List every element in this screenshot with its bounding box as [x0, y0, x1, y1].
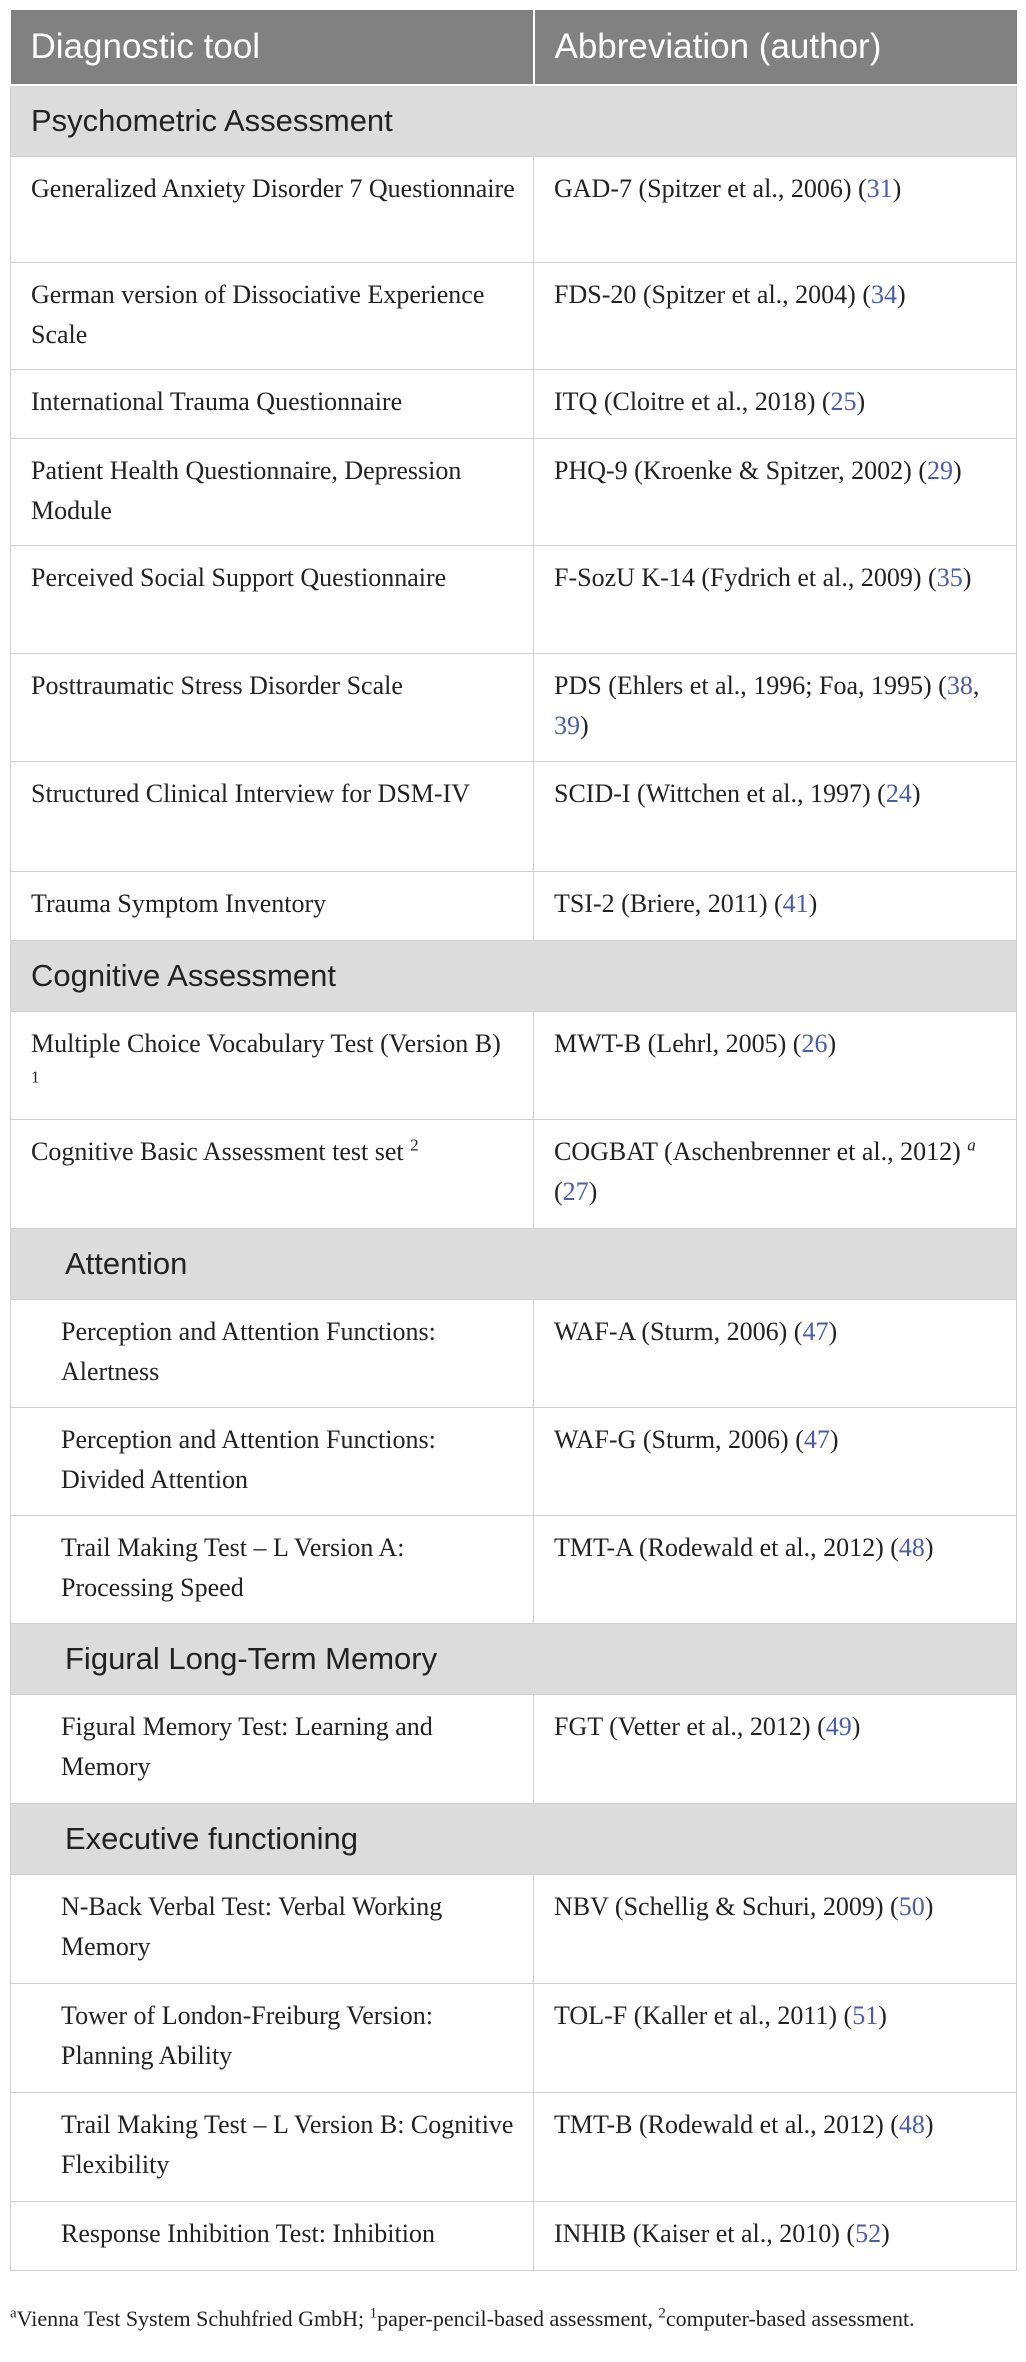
- table-row: [11, 369, 1017, 438]
- abbreviation-text: F-SozU K-14 (Fydrich et al., 2009) (: [554, 562, 937, 592]
- reference-link[interactable]: 26: [801, 1028, 828, 1058]
- footnote-text: paper-pencil-based assessment,: [377, 2306, 659, 2331]
- abbreviation-cell: [534, 2092, 1017, 2201]
- tool-cell: Response Inhibition Test: Inhibition: [11, 2201, 534, 2270]
- footnote-text: Vienna Test System Schuhfried GmbH;: [16, 2306, 370, 2331]
- section-row: [11, 1228, 1017, 1299]
- paren-close: ): [911, 778, 921, 808]
- diagnostic-tools-table-container: [10, 10, 1016, 2271]
- footnote-marker: a: [967, 1134, 976, 1154]
- reference-link[interactable]: 29: [927, 455, 953, 485]
- tool-cell: Posttraumatic Stress Disorder Scale: [11, 653, 534, 761]
- paren-close: ): [851, 1711, 861, 1741]
- table-row: [11, 156, 1017, 262]
- tool-cell: Patient Health Questionnaire, Depression Module: [11, 438, 534, 545]
- abbreviation-cell: [534, 1119, 1017, 1228]
- table-row: [11, 2201, 1017, 2270]
- abbreviation-text: INHIB (Kaiser et al., 2010) (: [554, 2218, 856, 2248]
- footnote-marker: 2: [658, 2305, 666, 2322]
- reference-link[interactable]: 39: [554, 710, 580, 740]
- table-row: [11, 1874, 1017, 1983]
- table-row: [11, 1407, 1017, 1515]
- abbreviation-cell: [534, 1011, 1017, 1119]
- table-row: [11, 262, 1017, 369]
- abbreviation-cell: [534, 369, 1017, 438]
- abbreviation-cell: [534, 653, 1017, 761]
- reference-link[interactable]: 47: [803, 1424, 830, 1454]
- paren-close: ): [962, 562, 972, 592]
- table-row: [11, 761, 1017, 871]
- abbreviation-text: FDS-20 (Spitzer et al., 2004) (: [554, 279, 872, 309]
- abbreviation-cell: [534, 1983, 1017, 2092]
- abbreviation-cell: [534, 871, 1017, 940]
- tool-cell: Trauma Symptom Inventory: [11, 871, 534, 940]
- section-row: [11, 1623, 1017, 1694]
- table-row: [11, 1694, 1017, 1803]
- paren-close: ): [892, 173, 902, 203]
- abbreviation-cell: [534, 1515, 1017, 1623]
- table-row: [11, 871, 1017, 940]
- paren-close: ): [924, 2109, 934, 2139]
- footnote-marker: 1: [31, 1066, 40, 1086]
- tool-cell: Generalized Anxiety Disorder 7 Questionnaire: [11, 156, 534, 262]
- header-diagnostic-tool: Diagnostic tool: [11, 10, 534, 85]
- abbreviation-text: WAF-A (Sturm, 2006) (: [554, 1316, 803, 1346]
- table-row: [11, 1299, 1017, 1407]
- tool-cell: Perception and Attention Functions: Divided Attention: [11, 1407, 534, 1515]
- paren-close: ): [897, 279, 906, 309]
- abbreviation-cell: [534, 1299, 1017, 1407]
- abbreviation-text: SCID-I (Wittchen et al., 1997) (: [554, 778, 886, 808]
- table-row: [11, 438, 1017, 545]
- table-footnote: [10, 2302, 1016, 2336]
- table-row: [11, 1119, 1017, 1228]
- abbreviation-cell: [534, 438, 1017, 545]
- reference-separator: ,: [972, 670, 980, 700]
- abbreviation-text: NBV (Schellig & Schuri, 2009) (: [554, 1891, 899, 1921]
- header-abbreviation: Abbreviation (author): [534, 10, 1017, 85]
- abbreviation-text: ITQ (Cloitre et al., 2018) (: [554, 386, 831, 416]
- reference-link[interactable]: 35: [936, 562, 963, 592]
- table-row: [11, 1983, 1017, 2092]
- section-executive-functioning: Executive functioning: [11, 1803, 1017, 1874]
- abbreviation-cell: [534, 1874, 1017, 1983]
- reference-link[interactable]: 38: [946, 670, 973, 700]
- reference-link[interactable]: 34: [871, 279, 898, 309]
- tool-cell: German version of Dissociative Experience Scale: [11, 262, 534, 369]
- diagnostic-tools-table: [10, 10, 1017, 2271]
- section-psychometric: Psychometric Assessment: [11, 85, 1017, 156]
- abbreviation-cell: [534, 156, 1017, 262]
- reference-link[interactable]: 49: [825, 1711, 852, 1741]
- footnote-marker: 1: [369, 2305, 378, 2322]
- paren-close: ): [580, 710, 589, 740]
- reference-link[interactable]: 52: [855, 2218, 882, 2248]
- section-figural-memory: Figural Long-Term Memory: [11, 1623, 1017, 1694]
- paren-close: ): [588, 1176, 598, 1206]
- abbreviation-text: COGBAT (Aschenbrenner et al., 2012): [554, 1136, 968, 1166]
- footnote-marker: a: [10, 2305, 17, 2322]
- tool-cell: N-Back Verbal Test: Verbal Working Memory: [11, 1874, 534, 1983]
- reference-link[interactable]: 48: [898, 1532, 925, 1562]
- paren-close: ): [808, 888, 818, 918]
- abbreviation-cell: [534, 1694, 1017, 1803]
- paren-close: ): [924, 1532, 934, 1562]
- paren-close: ): [856, 386, 866, 416]
- reference-link[interactable]: 47: [802, 1316, 829, 1346]
- tool-cell: Tower of London-Freiburg Version: Planning Ability: [11, 1983, 534, 2092]
- abbreviation-text: PDS (Ehlers et al., 1996; Foa, 1995) (: [554, 670, 947, 700]
- paren-open: (: [554, 1176, 563, 1206]
- abbreviation-text: FGT (Vetter et al., 2012) (: [554, 1711, 826, 1741]
- abbreviation-text: WAF-G (Sturm, 2006) (: [554, 1424, 804, 1454]
- tool-cell: Structured Clinical Interview for DSM-IV: [11, 761, 534, 871]
- tool-cell: Perception and Attention Functions: Alertness: [11, 1299, 534, 1407]
- section-row: [11, 1803, 1017, 1874]
- reference-link[interactable]: 50: [898, 1891, 925, 1921]
- abbreviation-cell: [534, 2201, 1017, 2270]
- abbreviation-cell: [534, 545, 1017, 653]
- paren-close: ): [828, 1316, 838, 1346]
- reference-link[interactable]: 31: [866, 173, 893, 203]
- paren-close: ): [953, 455, 962, 485]
- tool-text: Multiple Choice Vocabulary Test (Version B): [31, 1028, 501, 1058]
- abbreviation-text: MWT-B (Lehrl, 2005) (: [554, 1028, 802, 1058]
- reference-link[interactable]: 24: [885, 778, 912, 808]
- section-attention: Attention: [11, 1228, 1017, 1299]
- table-row: [11, 2092, 1017, 2201]
- table-header-row: [11, 10, 1017, 85]
- abbreviation-cell: [534, 1407, 1017, 1515]
- abbreviation-cell: [534, 262, 1017, 369]
- abbreviation-cell: [534, 761, 1017, 871]
- reference-link[interactable]: 48: [898, 2109, 925, 2139]
- footnote-text: computer-based assessment.: [665, 2306, 915, 2331]
- tool-cell: Trail Making Test – L Version A: Processing Speed: [11, 1515, 534, 1623]
- table-row: [11, 1515, 1017, 1623]
- section-row: [11, 940, 1017, 1011]
- reference-link[interactable]: 27: [562, 1176, 589, 1206]
- reference-link[interactable]: 25: [830, 386, 857, 416]
- paren-close: ): [827, 1028, 837, 1058]
- paren-close: ): [829, 1424, 839, 1454]
- abbreviation-text: TMT-A (Rodewald et al., 2012) (: [554, 1532, 899, 1562]
- tool-cell: Perceived Social Support Questionnaire: [11, 545, 534, 653]
- abbreviation-text: TSI-2 (Briere, 2011) (: [554, 888, 783, 918]
- tool-cell: Trail Making Test – L Version B: Cognitive Flexibility: [11, 2092, 534, 2201]
- paren-close: ): [881, 2218, 890, 2248]
- tool-cell: Figural Memory Test: Learning and Memory: [11, 1694, 534, 1803]
- paren-close: ): [924, 1891, 934, 1921]
- reference-link[interactable]: 51: [852, 2000, 879, 2030]
- tool-cell: [11, 1119, 534, 1228]
- tool-text: Cognitive Basic Assessment test set: [31, 1136, 411, 1166]
- table-row: [11, 545, 1017, 653]
- tool-cell: International Trauma Questionnaire: [11, 369, 534, 438]
- table-row: [11, 653, 1017, 761]
- tool-cell: [11, 1011, 534, 1119]
- abbreviation-text: GAD-7 (Spitzer et al., 2006) (: [554, 173, 867, 203]
- footnote-marker: 2: [410, 1134, 419, 1154]
- paren-close: ): [878, 2000, 887, 2030]
- section-cognitive: Cognitive Assessment: [11, 940, 1017, 1011]
- abbreviation-text: PHQ-9 (Kroenke & Spitzer, 2002) (: [554, 455, 927, 485]
- table-row: [11, 1011, 1017, 1119]
- section-row: [11, 85, 1017, 156]
- reference-link[interactable]: 41: [782, 888, 809, 918]
- abbreviation-text: TOL-F (Kaller et al., 2011) (: [554, 2000, 853, 2030]
- abbreviation-text: TMT-B (Rodewald et al., 2012) (: [554, 2109, 899, 2139]
